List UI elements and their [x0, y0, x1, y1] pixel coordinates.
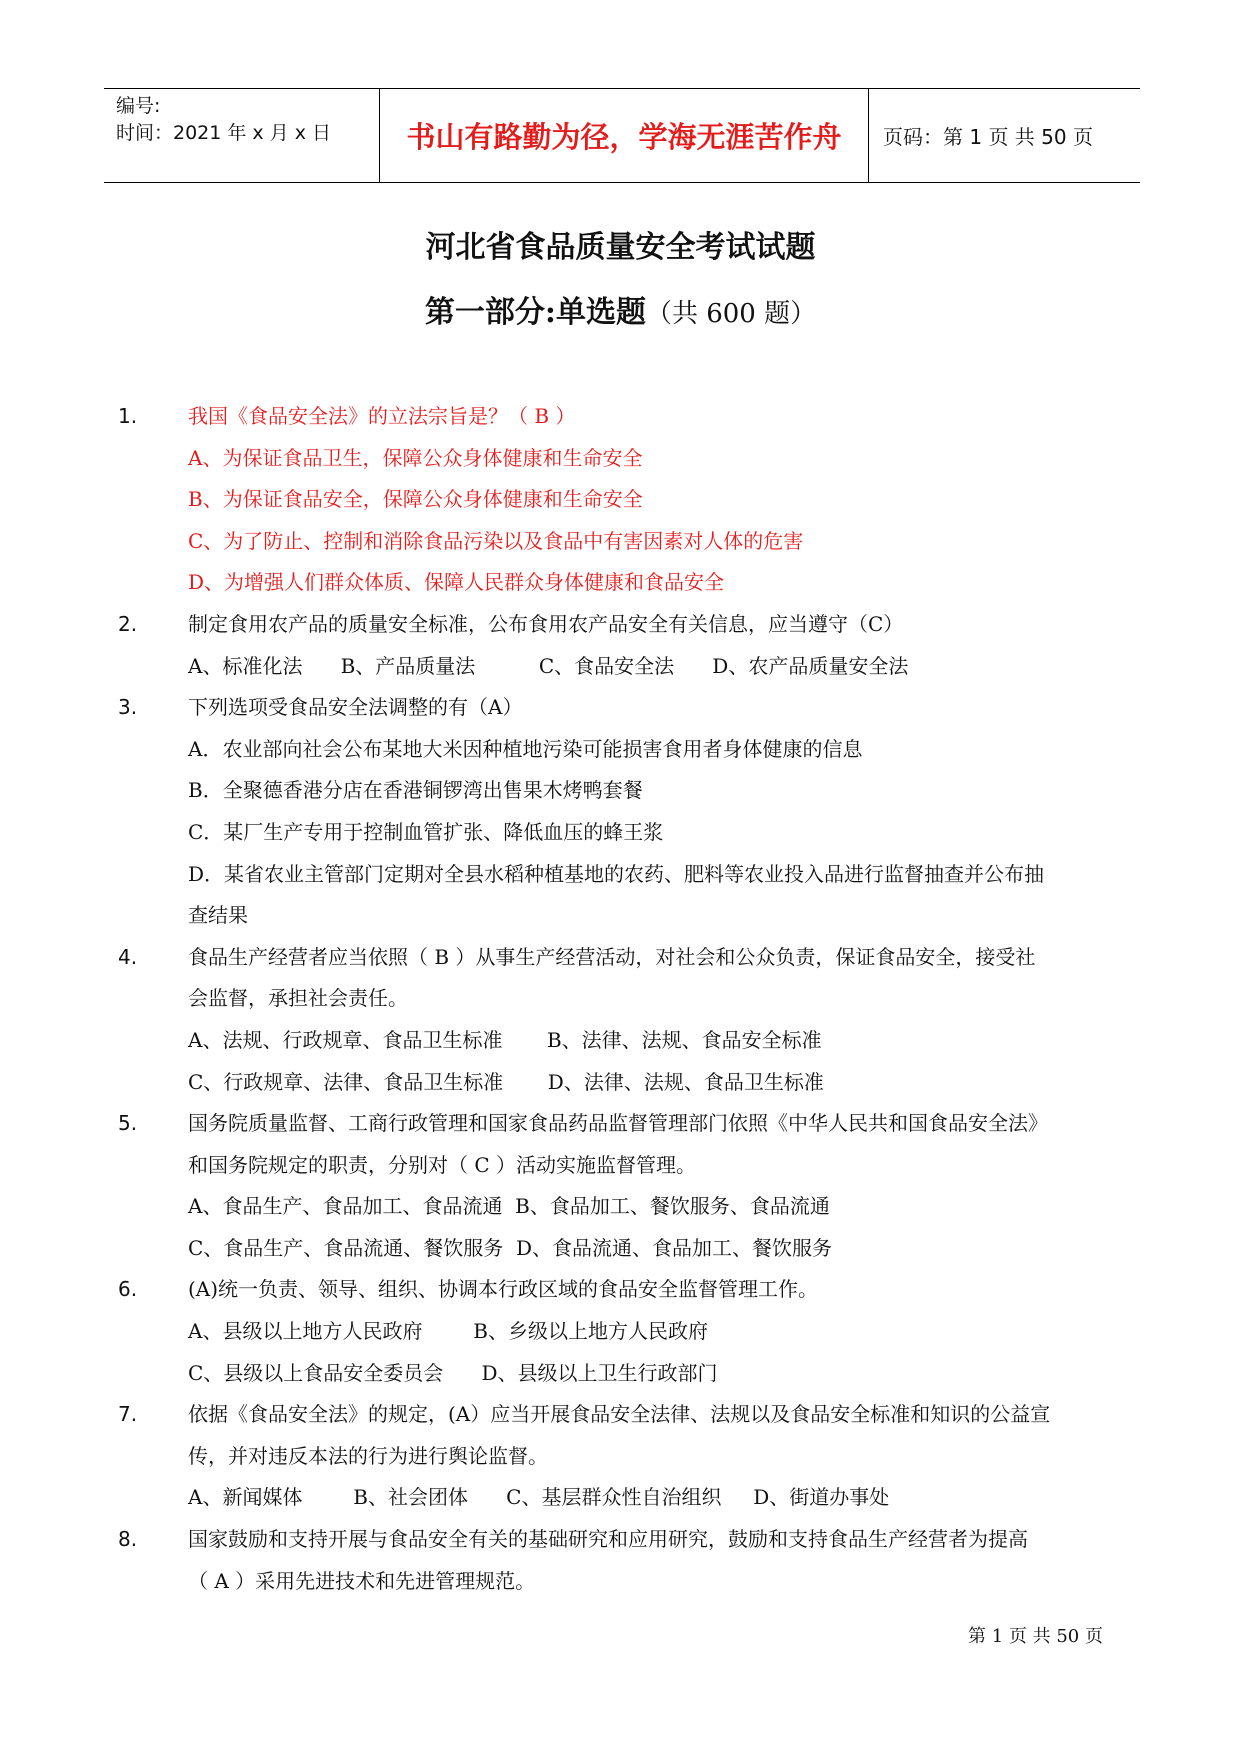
option-d: D、为增强人们群众体质、保障人民群众身体健康和食品安全 [188, 570, 725, 595]
question-number: 1. [118, 404, 138, 428]
option-c: C．某厂生产专用于控制血管扩张、降低血压的蜂王浆 [188, 819, 664, 844]
number-label: 编号: [116, 95, 161, 117]
question-number: 7. [118, 1402, 138, 1427]
option-d: D．某省农业主管部门定期对全县水稻种植基地的农药、肥料等农业投入品进行监督抽查并公布抽 [188, 861, 1045, 886]
question-text-continued: 传，并对违反本法的行为进行舆论监督。 [188, 1443, 548, 1468]
option-row: C、县级以上食品安全委员会 D、县级以上卫生行政部门 [188, 1360, 718, 1385]
section-subtitle [0, 287, 1241, 331]
question-text-continued: 会监督，承担社会责任。 [188, 986, 408, 1011]
header-meta [104, 89, 380, 182]
question-item [118, 1394, 1130, 1519]
question-text: 下列选项受食品安全法调整的有（A） [188, 695, 523, 720]
option-c: C、为了防止、控制和消除食品污染以及食品中有害因素对人体的危害 [188, 528, 804, 553]
section-count: （共 600 题） [645, 299, 817, 329]
option-row: C、食品生产、食品流通、餐饮服务 D、食品流通、食品加工、餐饮服务 [188, 1235, 833, 1260]
question-number: 2. [118, 611, 138, 636]
header-page-info: 页码：第 1 页 共 50 页 [883, 125, 1093, 149]
question-text: 依据《食品安全法》的规定，(A）应当开展食品安全法律、法规以及食品安全标准和知识的公益宣 [188, 1402, 1051, 1427]
option-a: A、为保证食品卫生，保障公众身体健康和生命安全 [188, 445, 643, 470]
question-item [118, 1269, 1130, 1394]
question-text-continued: 和国务院规定的职责，分别对（ C ）活动实施监督管理。 [188, 1152, 697, 1177]
option-row: A、新闻媒体 B、社会团体 C、基层群众性自治组织 D、街道办事处 [188, 1485, 890, 1510]
option-row: A、标准化法 B、产品质量法 C、食品安全法 D、农产品质量安全法 [188, 653, 909, 678]
question-text: 我国《食品安全法》的立法宗旨是？（ B ） [188, 404, 576, 428]
page-title: 河北省食品质量安全考试试题 [425, 230, 816, 265]
option-d-continued: 查结果 [188, 903, 248, 928]
question-item [118, 687, 1130, 937]
option-row: C、行政规章、法律、食品卫生标准 D、法律、法规、食品卫生标准 [188, 1069, 824, 1094]
question-number: 5. [118, 1111, 138, 1136]
question-number: 3. [118, 695, 138, 720]
question-number: 4. [118, 944, 138, 969]
question-item [118, 604, 1130, 687]
question-text: 国家鼓励和支持开展与食品安全有关的基础研究和应用研究，鼓励和支持食品生产经营者为提高 [188, 1527, 1028, 1552]
option-row: A、县级以上地方人民政府 B、乡级以上地方人民政府 [188, 1319, 708, 1344]
question-number: 8. [118, 1527, 138, 1552]
option-row: A、食品生产、食品加工、食品流通 B、食品加工、餐饮服务、食品流通 [188, 1194, 830, 1219]
section-part-label: 第一部分:单选题 [424, 295, 646, 330]
question-item [118, 937, 1130, 1103]
document-header [104, 88, 1140, 183]
header-motto: 书山有路勤为径，学海无涯苦作舟 [380, 89, 869, 182]
page-footer: 第 1 页 共 50 页 [968, 1626, 1103, 1647]
question-item [118, 1103, 1130, 1269]
question-text: 制定食用农产品的质量安全标准，公布食用农产品安全有关信息，应当遵守（C） [188, 611, 904, 636]
question-list [118, 396, 1130, 1602]
question-number: 6. [118, 1277, 138, 1302]
option-b: B、为保证食品安全，保障公众身体健康和生命安全 [188, 487, 643, 512]
question-text: 食品生产经营者应当依照（ B ）从事生产经营活动，对社会和公众负责，保证食品安全，接受社 [188, 944, 1036, 969]
time-label: 时间：2021 年 x 月 x 日 [116, 122, 332, 144]
question-text-continued: （ A ）采用先进技术和先进管理规范。 [188, 1568, 536, 1593]
option-row: A、法规、行政规章、食品卫生标准 B、法律、法规、食品安全标准 [188, 1027, 822, 1052]
option-a: A．农业部向社会公布某地大米因种植地污染可能损害食用者身体健康的信息 [188, 736, 863, 761]
question-text: (A)统一负责、领导、组织、协调本行政区域的食品安全监督管理工作。 [188, 1277, 819, 1302]
option-b: B．全聚德香港分店在香港铜锣湾出售果木烤鸭套餐 [188, 778, 643, 803]
question-text: 国务院质量监督、工商行政管理和国家食品药品监督管理部门依照《中华人民共和国食品安全法》 [188, 1111, 1048, 1136]
question-item [118, 1519, 1130, 1602]
question-item [118, 396, 1130, 604]
